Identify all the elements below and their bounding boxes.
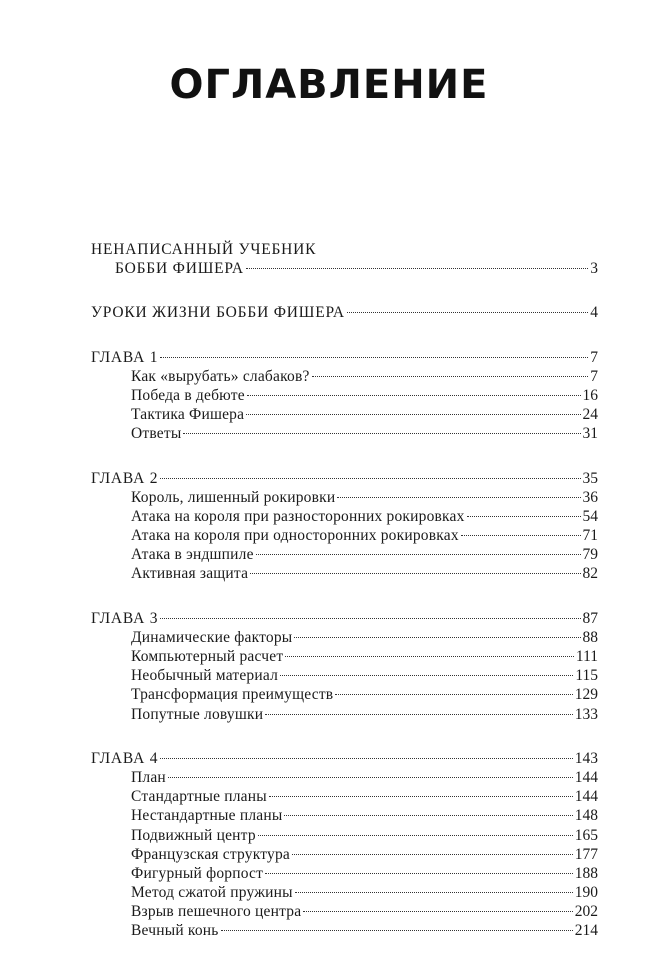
toc-item [91,545,598,564]
dot-leader [294,637,580,638]
toc-item-page: 177 [574,845,598,863]
toc-entry-intro [91,259,598,278]
toc-item-label: Фигурный форпост [131,864,264,882]
toc-item-page: 54 [582,507,598,525]
dot-leader [247,395,581,396]
dot-leader [160,357,588,358]
dot-leader [183,433,580,434]
toc-item [91,921,598,940]
dot-leader [256,554,581,555]
toc-item-label: Метод сжатой пружины [131,884,293,902]
toc-chapter-2 [91,469,598,488]
dot-leader [160,618,580,619]
toc-item-label: Трансформация преимуществ [131,686,334,704]
toc-item-page: 88 [582,628,598,646]
chapter-page: 35 [582,469,598,487]
toc-item-page: 144 [574,768,598,786]
toc-item-page: 79 [582,546,598,564]
toc-chapter-3 [91,609,598,628]
toc-chapter-1 [91,348,598,367]
dot-leader [265,714,573,715]
toc-item [91,806,598,825]
toc-item [91,883,598,902]
toc-item [91,845,598,864]
dot-leader [303,911,572,912]
toc-item-page: 190 [574,884,598,902]
toc-intro-line1: НЕНАПИСАННЫЙ УЧЕБНИК [91,241,317,258]
toc-item [91,787,598,806]
chapter-label: ГЛАВА 2 [91,469,159,487]
dot-leader [295,892,573,893]
toc-item-page: 7 [590,367,598,385]
dot-leader [347,312,588,313]
chapter-label: ГЛАВА 3 [91,609,159,627]
toc-item-label: Тактика Фишера [131,406,245,424]
toc-item [91,526,598,545]
toc-item-label: Атака на короля при односторонних рокировках [131,527,459,545]
toc-item-page: 144 [574,788,598,806]
toc-item-page: 214 [574,922,598,940]
toc-item-page: 71 [582,527,598,545]
dot-leader [258,835,573,836]
dot-leader [285,656,574,657]
chapter-page: 143 [574,749,598,767]
toc-item-label: Как «вырубать» слабаков? [131,367,310,385]
dot-leader [312,376,589,377]
toc-item-page: 202 [574,903,598,921]
toc-item-label: Взрыв пешечного центра [131,903,302,921]
toc-item [91,424,598,443]
toc-item [91,564,598,583]
toc-item-page: 129 [574,686,598,704]
toc-item-label: Компьютерный расчет [131,648,284,665]
chapter-label: ГЛАВА 1 [91,348,159,366]
toc-item-label: Король, лишенный рокировки [131,488,336,506]
toc-item-label: Французская структура [131,845,291,863]
dot-leader [467,516,581,517]
chapter-label: ГЛАВА 4 [91,749,159,767]
toc-item [91,864,598,883]
page-title: ОГЛАВЛЕНИЕ [169,62,489,108]
toc-item-page: 31 [582,425,598,443]
toc-item [91,405,598,424]
toc-item-label: Активная защита [131,565,249,583]
chapter-page: 7 [590,348,598,366]
toc-item-label: Вечный конь [131,922,219,940]
toc-item-label: Ответы [131,425,182,443]
dot-leader [269,796,573,797]
dot-leader [337,497,580,498]
toc-item-label: План [131,768,166,786]
dot-leader [246,268,588,269]
toc-item [91,705,598,724]
table-of-contents [91,240,598,941]
toc-entry-page: 3 [590,260,598,278]
dot-leader [250,573,580,574]
toc-item-page: 16 [582,386,598,404]
toc-item-label: Нестандартные планы [131,807,283,825]
toc-item-page: 165 [574,826,598,844]
dot-leader [265,873,573,874]
toc-item-label: Динамические факторы [131,628,293,646]
dot-leader [280,675,573,676]
toc-item [91,768,598,787]
dot-leader [221,930,573,931]
toc-item [91,386,598,405]
toc-item [91,826,598,845]
toc-entry-page: 4 [590,304,598,322]
toc-item-page: 188 [574,864,598,882]
toc-item-page: 148 [574,807,598,825]
toc-entry-label: УРОКИ ЖИЗНИ БОББИ ФИШЕРА [91,304,345,322]
toc-item-label: Стандартные планы [131,788,267,806]
dot-leader [246,414,580,415]
toc-item-label: Атака на короля при разносторонних рокировках [131,507,465,525]
toc-item [91,666,598,685]
toc-item [91,507,598,526]
toc-item-page: 115 [575,667,598,685]
toc-entry-label: БОББИ ФИШЕРА [115,260,244,278]
toc-item [91,685,598,704]
toc-item [91,488,598,507]
dot-leader [168,777,573,778]
dot-leader [461,535,581,536]
toc-item-page: 133 [574,705,598,723]
dot-leader [160,478,580,479]
toc-item-page: 111 [575,648,598,665]
toc-item-label: Атака в эндшпиле [131,546,254,564]
toc-item [91,367,598,386]
toc-item-page: 36 [582,488,598,506]
toc-item-page: 24 [582,406,598,424]
toc-item-page: 82 [582,565,598,583]
toc-item [91,647,598,666]
toc-item [91,628,598,647]
toc-entry-lessons [91,303,598,322]
chapter-page: 87 [582,609,598,627]
toc-chapter-4 [91,749,598,768]
dot-leader [160,758,572,759]
toc-item-label: Необычный материал [131,667,279,685]
toc-item-label: Попутные ловушки [131,705,264,723]
dot-leader [284,815,572,816]
toc-item-label: Победа в дебюте [131,386,245,404]
dot-leader [335,694,572,695]
dot-leader [292,854,573,855]
toc-item [91,902,598,921]
toc-item-label: Подвижный центр [131,826,256,844]
